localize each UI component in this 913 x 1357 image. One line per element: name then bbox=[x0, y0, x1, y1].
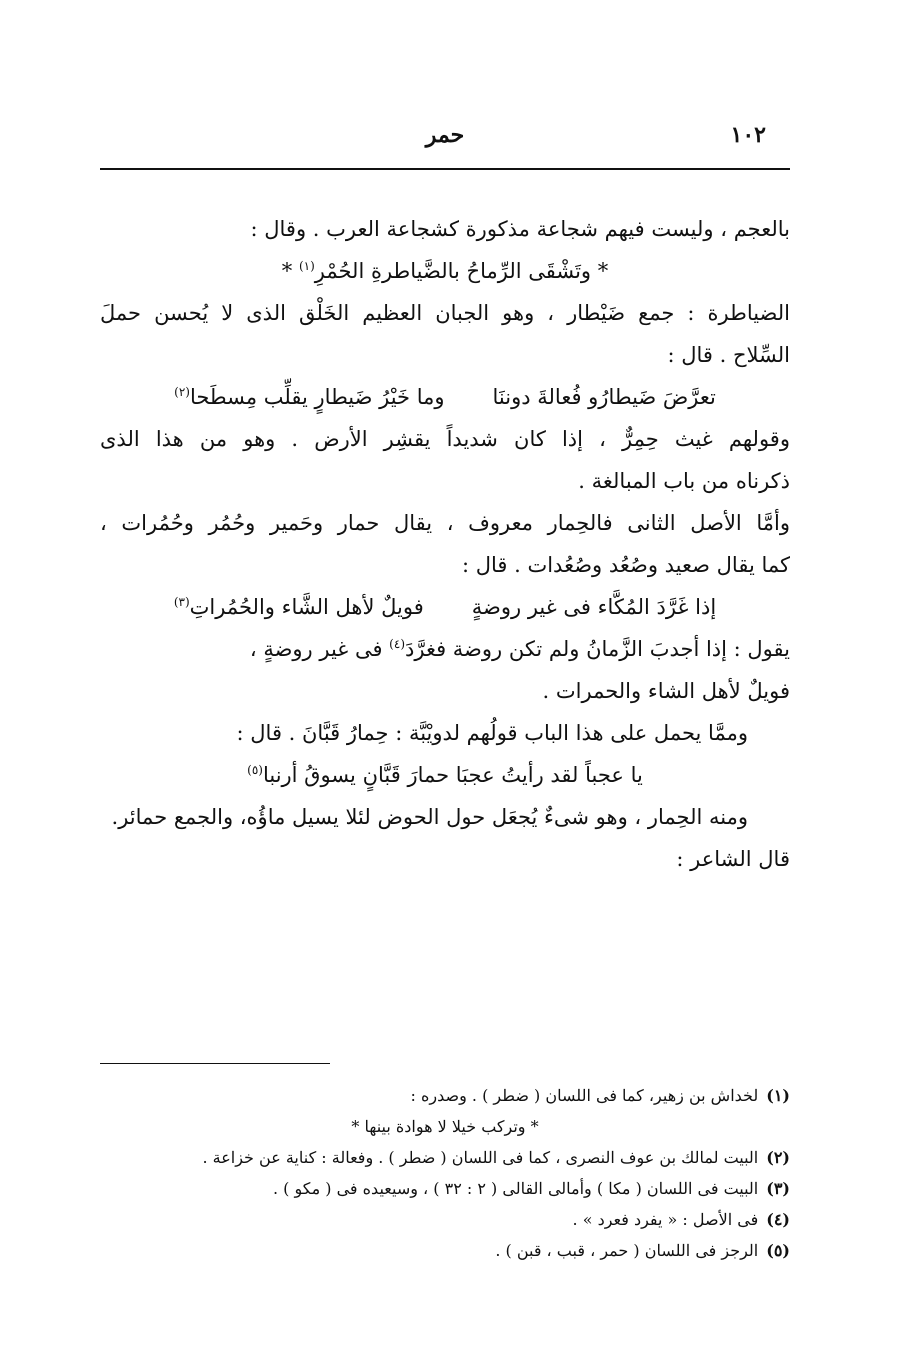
footnote-ref: (١) bbox=[298, 259, 315, 273]
text-line: فويلٌ لأهل الشاء والحمرات . bbox=[542, 679, 790, 703]
hemistich-second bbox=[174, 586, 424, 628]
footnote-3 bbox=[100, 1173, 790, 1204]
footnote-ref: (٥) bbox=[247, 763, 263, 777]
footnote-1 bbox=[100, 1080, 790, 1111]
text-line: بالعجم ، وليست فيهم شجاعة مذكورة كشجاعة العرب . وقال : bbox=[250, 217, 790, 241]
footnote-2 bbox=[100, 1142, 790, 1173]
text-line bbox=[100, 628, 790, 670]
footnote-rule bbox=[100, 1063, 330, 1064]
verse-line bbox=[100, 376, 790, 418]
text-line: قال الشاعر : bbox=[676, 847, 790, 871]
main-text bbox=[100, 208, 790, 880]
verse-line bbox=[100, 754, 790, 796]
text-line: كما يقال صعيد وصُعُد وصُعُدات . قال : bbox=[461, 553, 790, 577]
running-head: حمر bbox=[425, 122, 465, 148]
hemistich-first: تعرَّضَ ضَيطارُو فُعالةَ دوننَا bbox=[492, 385, 716, 409]
footnote-ref: (٤) bbox=[389, 637, 405, 651]
footnote-number: (٣) bbox=[766, 1179, 790, 1198]
text-line: ومنه الحِمار ، وهو شىءٌ يُجعَل حول الحوض لئلا يسيل ماؤُه، والجمع حمائر. bbox=[111, 805, 748, 829]
footnote-text: البيت لمالك بن عوف النصرى ، كما فى اللسان ( ضطر ) . وفعالة : كناية عن خزاعة . bbox=[202, 1148, 759, 1167]
footnote-ref: (٢) bbox=[174, 385, 190, 399]
text-line: السِّلاح . قال : bbox=[667, 343, 790, 367]
verse-text: يا عجباً لقد رأيتُ عجبَا حمارَ قَبَّانٍ يسوقُ أرنبا bbox=[262, 763, 643, 787]
footnotes bbox=[100, 1080, 790, 1266]
hemistich-second bbox=[174, 376, 444, 418]
verse-line bbox=[100, 586, 790, 628]
text-line: الضياطرة : جمع ضَيْطار ، وهو الجبان العظيم الخَلْق الذى لا يُحسن حملَ bbox=[100, 301, 790, 325]
page-number: ١٠٢ bbox=[730, 122, 766, 148]
text-line: وأمَّا الأصل الثانى فالحِمار معروف ، يقال حمار وحَمير وحُمُر وحُمُرات ، bbox=[100, 511, 790, 535]
verse-star: * bbox=[281, 259, 299, 283]
hemistich-first: إذا غَرَّدَ المُكَّاء فى غير روضةٍ bbox=[471, 595, 717, 619]
footnote-1-verse: * وتركب خيلا لا هوادة بينها * bbox=[351, 1117, 539, 1136]
footnote-ref: (٣) bbox=[173, 595, 190, 609]
footnote-number: (١) bbox=[766, 1086, 790, 1105]
footnote-5 bbox=[100, 1235, 790, 1266]
header-rule bbox=[100, 168, 790, 170]
footnote-number: (٢) bbox=[766, 1148, 790, 1167]
footnote-text: الرجز فى اللسان ( حمر ، قبب ، قبن ) . bbox=[495, 1241, 759, 1260]
page-header bbox=[100, 118, 790, 158]
footnote-number: (٥) bbox=[766, 1241, 790, 1260]
footnote-4 bbox=[100, 1204, 790, 1235]
footnote-text: لخداش بن زهير، كما فى اللسان ( ضطر ) . وصدره : bbox=[410, 1086, 759, 1105]
footnote-text: فى الأصل : « يفرد فعرد » . bbox=[572, 1210, 759, 1229]
text-segment: يقول : إذا أجدبَ الزَّمانُ ولم تكن روضة فغرَّدَ bbox=[405, 637, 790, 661]
verse-text: * وتَشْقَى الرِّماحُ بالضَّياطرةِ الحُمْرِ bbox=[314, 259, 609, 283]
verse-line bbox=[100, 250, 790, 292]
text-segment: فى غير روضةٍ ، bbox=[249, 637, 390, 661]
hemistich-text: فويلٌ لأهل الشَّاء والحُمُراتِ bbox=[189, 595, 424, 619]
text-line: وممَّا يحمل على هذا الباب قولُهم لدويْبَّة : حِمارُ قَبَّانَ . قال : bbox=[236, 721, 748, 745]
footnote-text: البيت فى اللسان ( مكا ) وأمالى القالى ( ٢ : ٣٢ ) ، وسيعيده فى ( مكو ) . bbox=[273, 1179, 759, 1198]
text-line: وقولهم غيث حِمِرٌّ ، إذا كان شديداً يقشِر الأرض . وهو من هذا الذى bbox=[100, 427, 790, 451]
text-line: ذكرناه من باب المبالغة . bbox=[578, 469, 790, 493]
hemistich-text: وما خَيْرُ ضَيطارٍ يقلِّب مِسطَحا bbox=[189, 385, 445, 409]
footnote-number: (٤) bbox=[766, 1210, 790, 1229]
